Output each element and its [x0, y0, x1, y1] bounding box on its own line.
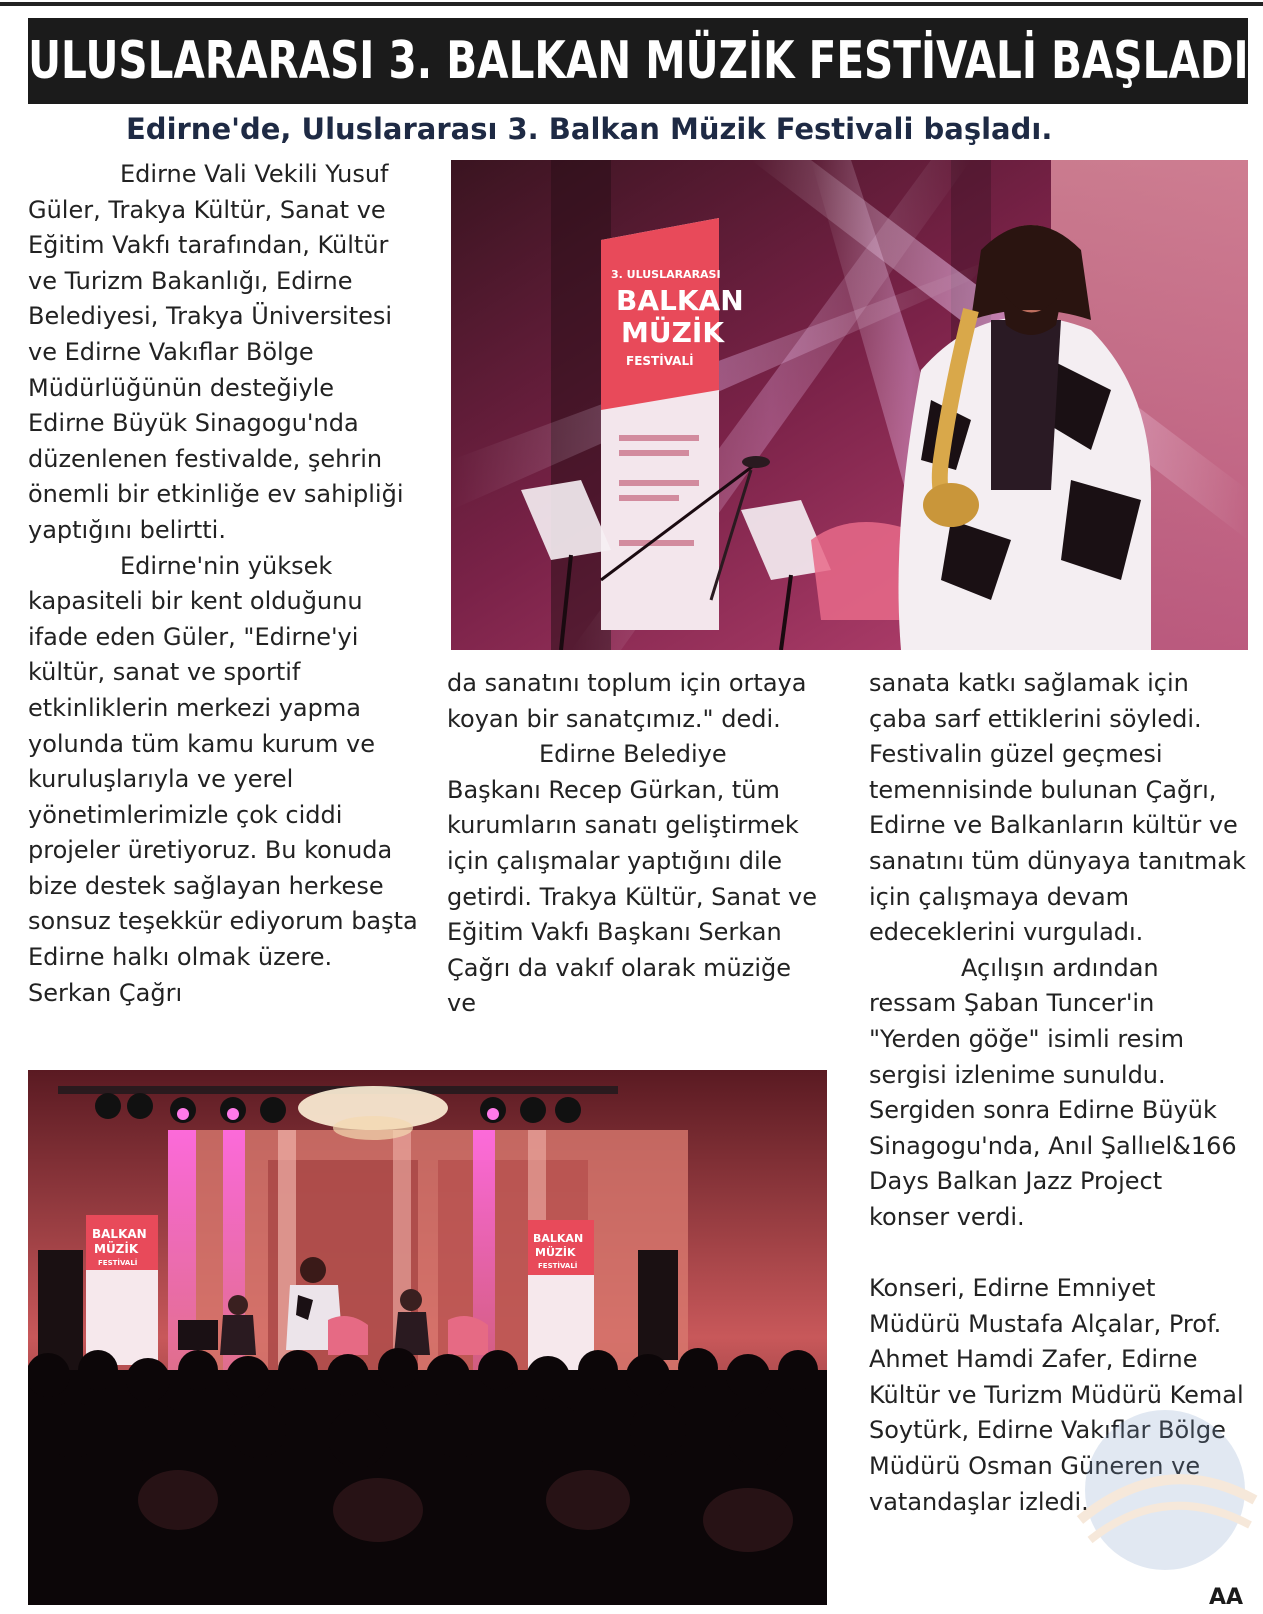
banner-text: FESTİVALİ — [98, 1259, 138, 1267]
article-paragraph: sanata katkı sağlamak için çaba sarf ettiklerini söyledi. Festivalin güzel geçmesi temennisinde bulunan Çağrı, Edirne ve Balkanların kültür ve sanatını tüm dünyaya tanıtmak için çalışmaya devam edeceklerini vurguladı. — [869, 669, 1246, 947]
festival-banner — [528, 1220, 594, 1370]
article-paragraph: Edirne Belediye Başkanı Recep Gürkan, tüm kurumların sanatı geliştirmek için çalışmalar yaptığını dile getirdi. Trakya Kültür, Sanat ve Eğitim Vakfı Başkanı Serkan Çağrı da vakıf olarak müziğe ve — [447, 740, 818, 1018]
banner-text: FESTİVALİ — [626, 354, 694, 368]
headline-bar — [28, 18, 1248, 104]
article-column-2 — [447, 666, 827, 1022]
article-paragraph: Edirne Vali Vekili Yusuf Güler, Trakya Kültür, Sanat ve Eğitim Vakfı tarafından, Kültür ve Turizm Bakanlığı, Edirne Belediyesi, Trakya Üniversitesi ve Edirne Vakıflar Bölge Müdürlüğünün desteğiyle Edirne Büyük Sinagogu'nda düzenlenen festivalde, şehrin önemli bir etkinliğe ev sahipliği yaptığını belirtti. — [28, 160, 404, 544]
subtitle: Edirne'de, Uluslararası 3. Balkan Müzik Festivali başladı. — [126, 112, 1053, 146]
article-column-1 — [28, 157, 418, 1011]
banner-text: BALKAN — [533, 1232, 584, 1245]
article-paragraph: Konseri, Edirne Emniyet Müdürü Mustafa Alçalar, Prof. Ahmet Hamdi Zafer, Edirne Kültür ve Turizm Müdürü Kemal Soytürk, Edirne Vakıflar Bölge Müdürü Osman Güneren ve vatandaşlar izledi. — [869, 1274, 1244, 1516]
banner-text: FESTİVALİ — [538, 1262, 578, 1270]
banner-text: MÜZİK — [94, 1242, 139, 1256]
banner-text: MÜZİK — [621, 316, 725, 349]
top-rule — [0, 2, 1263, 6]
photo-concert-hall — [28, 1070, 827, 1605]
banner-text: MÜZİK — [535, 1246, 576, 1259]
festival-banner — [86, 1215, 158, 1365]
article-paragraph: Edirne'nin yüksek kapasiteli bir kent olduğunu ifade eden Güler, "Edirne'yi kültür, sanat ve sportif etkinliklerin merkezi yapma yolunda tüm kamu kurum ve kuruluşlarıyla ve yerel yönetimlerimizle çok ciddi projeler üretiyoruz. Bu konuda bize destek sağlayan herkese sonsuz teşekkür ediyorum başta Edirne halkı olmak üzere. Serkan Çağrı — [28, 551, 418, 1007]
photo-saxophonist — [451, 160, 1248, 650]
headline: ULUSLARARASI 3. BALKAN MÜZİK FESTİVALİ BAŞLADI — [28, 31, 1248, 91]
article-paragraph: Açılışın ardından ressam Şaban Tuncer'in "Yerden göğe" isimli resim sergisi izlenime sunuldu. Sergiden sonra Edirne Büyük Sinagogu'nda, Anıl Şallıel&166 Days Balkan Jazz Project konser verdi. — [869, 953, 1237, 1231]
article-paragraph: da sanatını toplum için ortaya koyan bir sanatçımız." dedi. — [447, 669, 807, 733]
banner-text: BALKAN — [616, 284, 744, 317]
banner-text: BALKAN — [92, 1227, 147, 1241]
banner-text: 3. ULUSLARARASI — [611, 268, 721, 281]
photo-credit: AA — [1208, 1585, 1243, 1610]
watermark-logo — [1070, 1390, 1260, 1590]
